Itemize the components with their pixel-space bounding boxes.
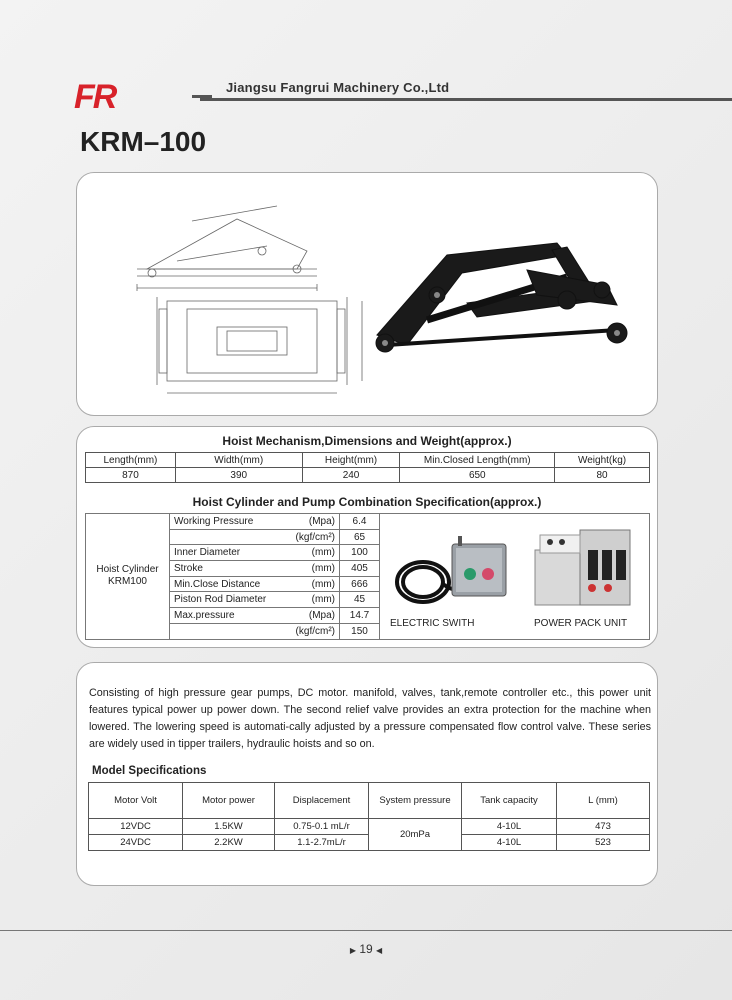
spec-length: 473 (557, 819, 650, 835)
footer-rule (0, 930, 732, 931)
cyl-value: 14.7 (340, 608, 380, 624)
hoist-product-image (367, 225, 637, 365)
dim-value-length: 870 (86, 468, 176, 483)
cylinder-title: Hoist Cylinder and Pump Combination Specification(approx.) (192, 495, 542, 509)
dim-header-height: Height(mm) (302, 453, 400, 468)
cyl-unit: (mm) (285, 545, 340, 561)
electric-switch-caption: ELECTRIC SWITH (390, 618, 475, 629)
cyl-unit: (mm) (285, 592, 340, 608)
model-specs-title: Model Specifications (92, 765, 207, 777)
power-pack-caption: POWER PACK UNIT (534, 618, 628, 629)
components-image-box (380, 513, 650, 640)
spec-displacement: 0.75-0.1 mL/r (275, 819, 369, 835)
technical-drawing (117, 191, 377, 401)
cyl-label: Max.pressure (170, 608, 285, 624)
specification-panel (76, 426, 658, 648)
cyl-value: 6.4 (340, 514, 380, 530)
dim-header-min-closed-length: Min.Closed Length(mm) (400, 453, 555, 468)
page-title: KRM–100 (80, 126, 207, 157)
cyl-label: Inner Diameter (170, 545, 285, 561)
cylinder-spec-table (85, 513, 380, 640)
cyl-unit: (kgf/cm²) (285, 623, 340, 639)
product-drawing-panel (76, 172, 658, 416)
cyl-label: Stroke (170, 561, 285, 577)
cyl-label: Piston Rod Diameter (170, 592, 285, 608)
spec-header-motor-power: Motor power (183, 783, 275, 819)
cyl-unit: (Mpa) (285, 514, 340, 530)
cyl-value: 45 (340, 592, 380, 608)
spec-header-system-pressure: System pressure (369, 783, 462, 819)
dim-value-weight: 80 (555, 468, 650, 483)
page-number (0, 942, 732, 956)
spec-displacement: 1.1-2.7mL/r (275, 835, 369, 851)
spec-header-motor-volt: Motor Volt (89, 783, 183, 819)
dim-value-min-closed-length: 650 (400, 468, 555, 483)
cyl-unit: (mm) (285, 576, 340, 592)
page-number-value: 19 (359, 942, 373, 956)
power-pack-image (530, 520, 640, 615)
cyl-unit: (mm) (285, 561, 340, 577)
spec-tank: 4-10L (462, 835, 557, 851)
page-arrow-left-icon: ◀ (376, 946, 383, 955)
dimensions-table (85, 452, 650, 483)
spec-volt: 24VDC (89, 835, 183, 851)
page-arrow-right-icon: ▶ (349, 946, 356, 955)
company-logo: FR (74, 78, 116, 116)
spec-power: 1.5KW (183, 819, 275, 835)
cyl-label: Min.Close Distance (170, 576, 285, 592)
company-name: Jiangsu Fangrui Machinery Co.,Ltd (226, 80, 450, 95)
cyl-unit: (Mpa) (285, 608, 340, 624)
cyl-value: 150 (340, 623, 380, 639)
cyl-value: 65 (340, 529, 380, 545)
cyl-value: 405 (340, 561, 380, 577)
spec-length: 523 (557, 835, 650, 851)
spec-header-tank-capacity: Tank capacity (462, 783, 557, 819)
cyl-value: 666 (340, 576, 380, 592)
dimensions-title: Hoist Mechanism,Dimensions and Weight(approx.) (222, 434, 512, 448)
header-divider (192, 84, 212, 98)
header-rule (200, 98, 732, 101)
spec-header-length: L (mm) (557, 783, 650, 819)
spec-system-pressure: 20mPa (369, 819, 462, 851)
spec-header-displacement: Displacement (275, 783, 369, 819)
dim-header-weight: Weight(kg) (555, 453, 650, 468)
cyl-label: Working Pressure (170, 514, 285, 530)
description-panel (76, 662, 658, 886)
cylinder-name: Hoist Cylinder KRM100 (86, 514, 170, 640)
dim-value-height: 240 (302, 468, 400, 483)
model-specs-table (88, 782, 650, 851)
cyl-value: 100 (340, 545, 380, 561)
electric-switch-image (388, 522, 518, 617)
spec-power: 2.2KW (183, 835, 275, 851)
dim-value-width: 390 (175, 468, 302, 483)
dim-header-width: Width(mm) (175, 453, 302, 468)
page-header (0, 70, 732, 116)
cyl-label (170, 529, 285, 545)
cyl-label (170, 623, 285, 639)
spec-volt: 12VDC (89, 819, 183, 835)
cyl-unit: (kgf/cm²) (285, 529, 340, 545)
spec-tank: 4-10L (462, 819, 557, 835)
product-description: Consisting of high pressure gear pumps, DC motor. manifold, valves, tank,remote controller etc., this power unit features typical power up power down. The second relief valve provides an extra protection for the machine when lowered. The lowering speed is automati-cally adjusted by a pressure compensated flow control valve. These series are widely used in tipper trailers, hydraulic hoists and so on. (89, 687, 651, 750)
dim-header-length: Length(mm) (86, 453, 176, 468)
